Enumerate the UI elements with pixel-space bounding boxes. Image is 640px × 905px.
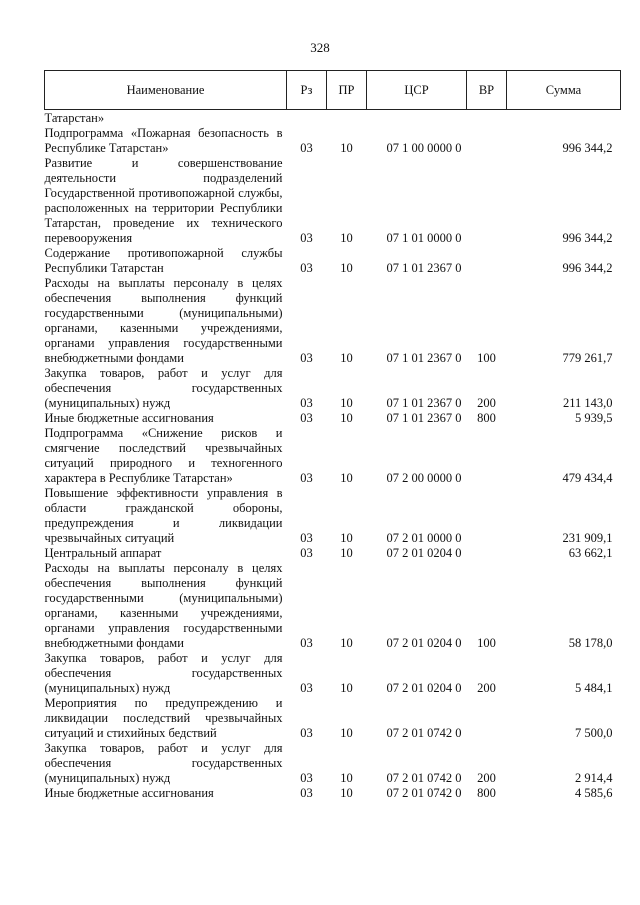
cell-name: Подпрограмма «Снижение рисков и смягчение последствий чрезвычайных ситуаций природного и техногенного характера в Республике Татарстан» (44, 426, 283, 485)
cell-rz: 03 (300, 531, 313, 545)
cell-pr (327, 110, 367, 127)
cell-name: Содержание противопожарной службы Республики Татарстан (44, 246, 283, 275)
table-row (45, 696, 621, 741)
cell-vr (467, 110, 507, 127)
cell-vr (467, 156, 507, 246)
cell-sum: 58 178,0 (568, 636, 613, 650)
cell-vr (467, 426, 507, 486)
cell-pr: 10 (340, 726, 353, 740)
cell-sum: 479 434,4 (562, 471, 613, 485)
cell-vr: 800 (477, 411, 496, 425)
header-pr: ПР (327, 71, 367, 110)
table-row (45, 156, 621, 246)
table-row (45, 741, 621, 786)
cell-csr: 07 2 00 0000 0 (386, 471, 462, 485)
table-row (45, 126, 621, 156)
header-sum: Сумма (507, 71, 621, 110)
header-rz: Рз (287, 71, 327, 110)
cell-rz: 03 (300, 141, 313, 155)
cell-csr: 07 1 01 2367 0 (386, 396, 462, 410)
cell-csr: 07 2 01 0742 0 (386, 726, 462, 740)
cell-sum: 779 261,7 (562, 351, 613, 365)
cell-vr (467, 696, 507, 741)
cell-vr (467, 546, 507, 561)
cell-csr: 07 1 01 2367 0 (386, 351, 462, 365)
cell-pr: 10 (340, 396, 353, 410)
cell-sum: 63 662,1 (568, 546, 613, 560)
cell-rz: 03 (300, 471, 313, 485)
cell-vr: 800 (477, 786, 496, 800)
cell-vr: 100 (477, 636, 496, 650)
cell-rz: 03 (300, 231, 313, 245)
cell-sum: 996 344,2 (562, 261, 613, 275)
header-csr: ЦСР (367, 71, 467, 110)
cell-name: Татарстан» (44, 111, 105, 125)
page-number: 328 (310, 40, 330, 55)
cell-sum: 211 143,0 (562, 396, 613, 410)
cell-sum: 5 939,5 (575, 411, 613, 425)
budget-table (44, 70, 621, 801)
cell-csr: 07 1 01 2367 0 (386, 411, 462, 425)
cell-sum: 5 484,1 (575, 681, 613, 695)
table-row (45, 651, 621, 696)
cell-rz: 03 (300, 681, 313, 695)
cell-name: Иные бюджетные ассигнования (44, 411, 214, 425)
table-row (45, 426, 621, 486)
cell-sum: 231 909,1 (562, 531, 613, 545)
cell-pr: 10 (340, 786, 353, 800)
cell-csr (367, 110, 467, 127)
cell-vr (467, 486, 507, 546)
header-vr: ВР (467, 71, 507, 110)
cell-pr: 10 (340, 681, 353, 695)
cell-pr: 10 (340, 411, 353, 425)
cell-name: Расходы на выплаты персоналу в целях обеспечения выполнения функций государственными (муниципальными) органами, казенными учреждениями, органами управления государственными внебюджетными фондами (44, 276, 283, 365)
cell-pr: 10 (340, 531, 353, 545)
cell-sum: 996 344,2 (562, 141, 613, 155)
cell-name: Мероприятия по предупреждению и ликвидации последствий чрезвычайных ситуаций и стихийных бедствий (44, 696, 283, 740)
table-row (45, 786, 621, 801)
cell-vr: 200 (477, 771, 496, 785)
table-row (45, 276, 621, 366)
cell-rz: 03 (300, 726, 313, 740)
cell-pr: 10 (340, 141, 353, 155)
cell-vr: 200 (477, 681, 496, 695)
cell-name: Иные бюджетные ассигнования (44, 786, 214, 800)
cell-csr: 07 2 01 0742 0 (386, 771, 462, 785)
cell-pr: 10 (340, 231, 353, 245)
cell-csr: 07 1 01 0000 0 (386, 231, 462, 245)
cell-pr: 10 (340, 771, 353, 785)
cell-sum: 4 585,6 (575, 786, 613, 800)
table-header-row (45, 71, 621, 110)
cell-name: Закупка товаров, работ и услуг для обеспечения государственных (муниципальных) нужд (44, 651, 283, 695)
cell-rz: 03 (300, 396, 313, 410)
cell-vr (467, 126, 507, 156)
cell-name: Закупка товаров, работ и услуг для обеспечения государственных (муниципальных) нужд (44, 366, 283, 410)
cell-pr: 10 (340, 471, 353, 485)
cell-name: Повышение эффективности управления в области гражданской обороны, предупреждения и ликвидации чрезвычайных ситуаций (44, 486, 283, 545)
cell-name: Закупка товаров, работ и услуг для обеспечения государственных (муниципальных) нужд (44, 741, 283, 785)
cell-csr: 07 2 01 0000 0 (386, 531, 462, 545)
cell-csr: 07 2 01 0204 0 (386, 546, 462, 560)
cell-rz: 03 (300, 636, 313, 650)
cell-rz: 03 (300, 261, 313, 275)
cell-sum: 2 914,4 (575, 771, 613, 785)
cell-sum: 996 344,2 (562, 231, 613, 245)
table-row (45, 246, 621, 276)
cell-pr: 10 (340, 261, 353, 275)
table-row (45, 366, 621, 411)
cell-vr (467, 246, 507, 276)
header-name: Наименование (45, 71, 287, 110)
cell-rz: 03 (300, 411, 313, 425)
cell-sum: 7 500,0 (575, 726, 613, 740)
table-row (45, 411, 621, 426)
table-row (45, 546, 621, 561)
cell-pr: 10 (340, 546, 353, 560)
cell-rz: 03 (300, 351, 313, 365)
cell-name: Расходы на выплаты персоналу в целях обеспечения выполнения функций государственными (муниципальными) органами, казенными учреждениями, органами управления государственными внебюджетными фондами (44, 561, 283, 650)
cell-vr: 100 (477, 351, 496, 365)
cell-pr: 10 (340, 636, 353, 650)
cell-csr: 07 1 01 2367 0 (386, 261, 462, 275)
table-body (45, 110, 621, 802)
cell-name: Развитие и совершенствование деятельности подразделений Государственной противопожарной службы, расположенных на территории Республики Татарстан, проведение их технического перевооружения (44, 156, 283, 245)
table-row (45, 110, 621, 127)
cell-name: Подпрограмма «Пожарная безопасность в Республике Татарстан» (44, 126, 283, 155)
cell-pr: 10 (340, 351, 353, 365)
cell-vr: 200 (477, 396, 496, 410)
cell-csr: 07 2 01 0204 0 (386, 636, 462, 650)
cell-csr: 07 2 01 0204 0 (386, 681, 462, 695)
cell-rz: 03 (300, 771, 313, 785)
cell-rz: 03 (300, 786, 313, 800)
cell-name: Центральный аппарат (44, 546, 162, 560)
table-row (45, 561, 621, 651)
cell-csr: 07 2 01 0742 0 (386, 786, 462, 800)
cell-rz (287, 110, 327, 127)
cell-csr: 07 1 00 0000 0 (386, 141, 462, 155)
cell-sum (507, 110, 621, 127)
table-row (45, 486, 621, 546)
cell-rz: 03 (300, 546, 313, 560)
